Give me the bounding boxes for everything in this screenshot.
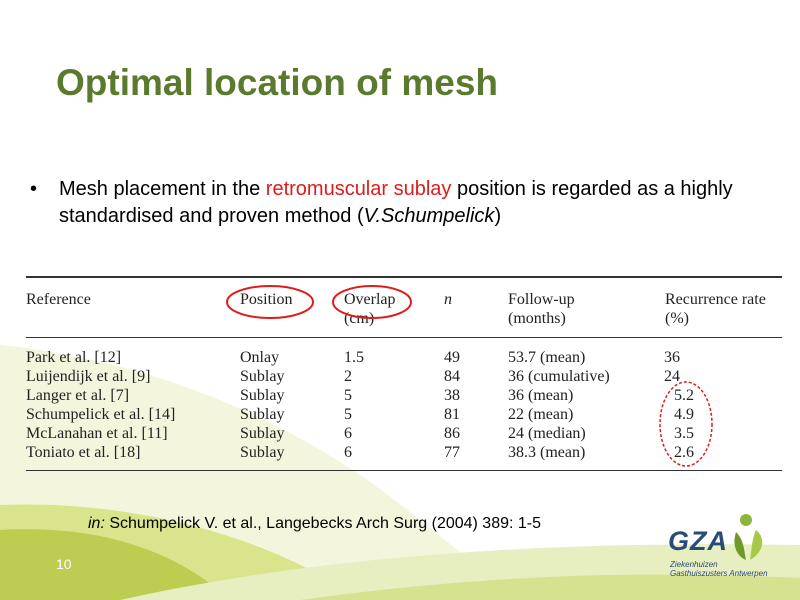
table-cell: Sublay <box>240 406 285 423</box>
table-cell: 86 <box>444 425 460 442</box>
table-cell: 22 (mean) <box>508 406 574 423</box>
table-cell: 24 (median) <box>508 425 586 442</box>
table-cell: 81 <box>444 406 460 423</box>
table-cell: Sublay <box>240 368 285 385</box>
page-number: 10 <box>56 556 72 572</box>
table-bottom-rule <box>26 470 782 471</box>
table-cell: 4.9 <box>674 406 694 423</box>
leaf-person-icon <box>730 512 770 562</box>
header-reference: Reference <box>26 291 91 308</box>
table-cell: 53.7 (mean) <box>508 349 586 366</box>
table-cell: 2 <box>344 368 352 385</box>
bullet-point <box>30 176 770 230</box>
table-cell: 5 <box>344 387 352 404</box>
column-recurrence <box>664 348 694 462</box>
table-cell: 6 <box>344 425 352 442</box>
column-overlap <box>344 348 364 462</box>
table-cell: 5 <box>344 406 352 423</box>
bullet-dot: • <box>30 178 38 200</box>
table-cell: Schumpelick et al. [14] <box>26 406 176 423</box>
header-recurrence: Recurrence rate (%) <box>665 291 766 327</box>
table-cell: Sublay <box>240 387 285 404</box>
logo-subtitle-1: Ziekenhuizen <box>670 560 718 569</box>
table-cell: 49 <box>444 349 460 366</box>
column-followup <box>508 348 610 462</box>
bullet-text: Mesh placement in the retromuscular sublay position is regarded as a highly standardised and proven method (V.Schumpelick) <box>59 178 733 227</box>
header-position: Position <box>240 291 293 308</box>
table-cell: Sublay <box>240 425 285 442</box>
table-cell: 2.6 <box>674 444 694 461</box>
highlight-text: retromuscular sublay <box>265 178 452 200</box>
author-name: V.Schumpelick <box>363 205 495 227</box>
table-cell: Park et al. [12] <box>26 349 122 366</box>
table-cell: 1.5 <box>344 349 364 366</box>
table-top-rule <box>26 276 782 278</box>
table-cell: 24 <box>664 368 680 385</box>
results-table <box>24 276 784 472</box>
slide-title: Optimal location of mesh <box>56 62 498 103</box>
logo-subtitle-2: Gasthuiszusters Antwerpen <box>670 569 768 578</box>
column-n <box>444 348 460 462</box>
table-cell: 77 <box>444 444 460 461</box>
table-cell: 36 (cumulative) <box>508 368 610 385</box>
table-cell: Sublay <box>240 444 285 461</box>
table-cell: 84 <box>444 368 460 385</box>
table-cell: Langer et al. [7] <box>26 387 130 404</box>
table-cell: 6 <box>344 444 352 461</box>
column-reference <box>26 348 175 462</box>
table-cell: 3.5 <box>674 425 694 442</box>
table-cell: Onlay <box>240 349 280 366</box>
table-cell: 36 <box>664 349 680 366</box>
citation: in: Schumpelick V. et al., Langebecks Arch Surg (2004) 389: 1-5 <box>88 515 542 532</box>
table-cell: Toniato et al. [18] <box>26 444 141 461</box>
table-cell: 38.3 (mean) <box>508 444 586 461</box>
table-cell: 36 (mean) <box>508 387 574 404</box>
logo-text: GZA <box>668 526 728 556</box>
table-header-rule <box>26 337 782 338</box>
table-cell: 38 <box>444 387 460 404</box>
header-n: n <box>444 291 452 308</box>
header-overlap: Overlap (cm) <box>344 291 396 327</box>
table-cell: McLanahan et al. [11] <box>26 425 168 442</box>
table-cell: Luijendijk et al. [9] <box>26 368 151 385</box>
header-followup: Follow-up (months) <box>508 291 575 327</box>
column-position <box>240 348 284 462</box>
gza-logo <box>668 512 778 584</box>
table-cell: 5.2 <box>674 387 694 404</box>
